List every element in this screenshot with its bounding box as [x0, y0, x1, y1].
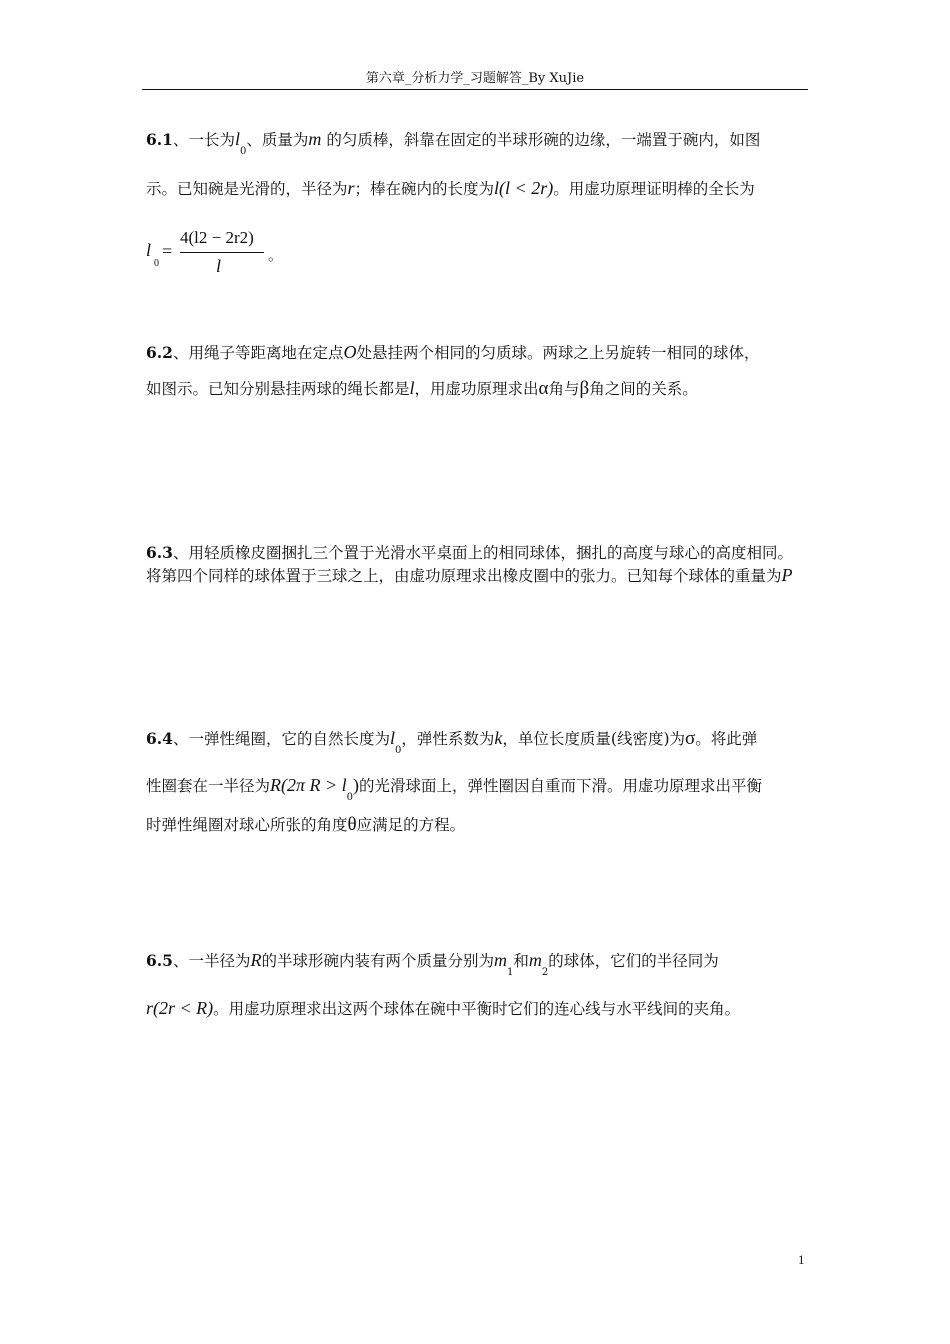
text: 。将此弹 — [695, 730, 758, 748]
problem-6-5-line-2 — [146, 997, 808, 1020]
header-rule — [142, 89, 808, 90]
text: 角之间的关系。 — [589, 380, 698, 398]
problem-6-5-line-1 — [146, 949, 808, 984]
math-l: l — [234, 129, 240, 149]
header-title: 第六章_分析力学_习题解答_By XuJie — [365, 71, 585, 86]
math-O: O — [343, 342, 357, 362]
text: 的光滑球面上，弹性圈因自重而下滑。用虚功原理求出平衡 — [359, 777, 763, 795]
formula-lhs-subscript: 0 — [154, 258, 159, 269]
math-r: r — [347, 178, 355, 198]
text: 角与 — [548, 380, 580, 398]
text: 的半球形碗内装有两个质量分别为 — [261, 952, 494, 970]
text: ，弹性系数为 — [401, 730, 495, 748]
text: 、一半径为 — [172, 952, 251, 970]
problem-number: 6.4 — [146, 729, 173, 748]
text: 的匀质棒，斜靠在固定的半球形碗的边缘，一端置于碗内，如图 — [321, 131, 761, 149]
math-theta: θ — [347, 814, 357, 835]
formula-period: 。 — [268, 246, 284, 264]
text: 。用虚功原理证明棒的全长为 — [553, 180, 755, 198]
problem-number: 6.3 — [146, 543, 173, 562]
page-number: 1 — [798, 1252, 805, 1267]
text: 、用轻质橡皮圈捆扎三个置于光滑水平桌面上的相同球体，捆扎的高度与球心的高度相同。将第四个同样的球体置于三球之上，由虚功原理求出橡皮圈中的张力。已知每个球体的重量为 — [146, 544, 793, 585]
math-condition: r(2r < R) — [146, 998, 214, 1018]
formula-numerator: 4(l2 − 2r2) — [180, 228, 254, 247]
text: 应满足的方程。 — [356, 816, 466, 834]
fraction-bar — [180, 252, 264, 253]
problem-6-3 — [146, 542, 808, 587]
math-m1: m — [494, 950, 507, 970]
text: 示。已知碗是光滑的，半径为 — [146, 180, 348, 198]
math-sigma: σ — [685, 728, 696, 749]
problem-number: 6.5 — [146, 951, 173, 970]
math-subscript: 1 — [507, 967, 514, 978]
problem-6-4-line-3 — [146, 814, 808, 836]
text: 时弹性绳圈对球心所张的角度 — [146, 816, 348, 834]
text: 、一弹性绳圈，它的自然长度为 — [172, 730, 390, 748]
math-condition: l(l < 2r) — [494, 178, 554, 198]
math-R: R — [250, 950, 262, 970]
text: ；棒在碗内的长度为 — [354, 180, 495, 198]
math-subscript: 0 — [240, 146, 247, 157]
text: 、质量为 — [246, 131, 309, 149]
math-P: P — [781, 565, 793, 585]
math-m: m — [308, 129, 322, 149]
text: ，用虚功原理求出 — [414, 380, 539, 398]
math-subscript: 0 — [346, 792, 354, 803]
problem-6-1-line-2 — [146, 177, 808, 200]
problem-6-4-line-1 — [146, 727, 808, 762]
problem-number: 6.1 — [146, 130, 173, 149]
text: 处悬挂两个相同的匀质球。两球之上另旋转一相同的球体， — [356, 344, 760, 362]
page-header — [142, 70, 808, 88]
formula-equals: = — [162, 241, 173, 261]
math-subscript: 2 — [541, 967, 549, 978]
formula-denominator: l — [216, 256, 222, 276]
text: 、用绳子等距离地在定点 — [172, 344, 344, 362]
math-k: k — [494, 728, 503, 748]
math-l: l — [389, 728, 395, 748]
problem-6-2-line-1 — [146, 341, 808, 364]
math-alpha: α — [538, 378, 549, 399]
problem-number: 6.2 — [146, 343, 173, 362]
math-beta: β — [579, 378, 590, 399]
problem-6-2-line-2 — [146, 377, 808, 400]
text: 、一长为 — [172, 131, 235, 149]
math-subscript: 0 — [395, 745, 402, 756]
text: 性圈套在一半径为 — [146, 777, 271, 795]
problem-6-1-line-1 — [146, 128, 808, 163]
math-m2: m — [528, 950, 542, 970]
text: 。用虚功原理求出这两个球体在碗中平衡时它们的连心线与水平线间的夹角。 — [213, 1000, 741, 1018]
problem-6-4-line-2 — [146, 774, 808, 809]
formula-l0 — [146, 222, 286, 282]
formula-lhs: l — [146, 240, 152, 260]
math-condition: R(2π R > l — [270, 775, 347, 795]
text: 和 — [513, 952, 529, 970]
text: 的球体，它们的半径同为 — [548, 952, 719, 970]
text: 如图示。已知分别悬挂两球的绳长都是 — [146, 380, 410, 398]
math-close-paren: ) — [353, 775, 360, 795]
text: ，单位长度质量(线密度)为 — [502, 730, 685, 748]
math-l: l — [409, 378, 415, 398]
